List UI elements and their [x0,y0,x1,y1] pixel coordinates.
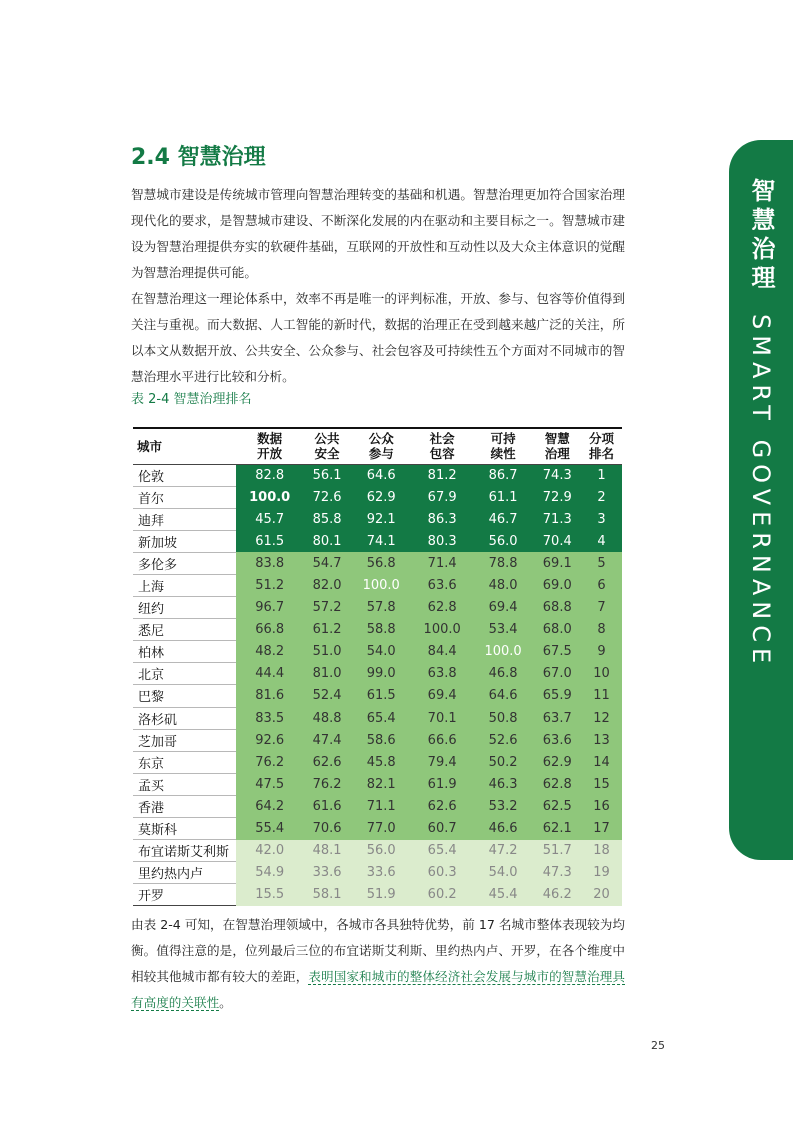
cell-score: 46.8 [473,663,534,685]
cell-score: 63.6 [412,574,473,596]
cell-score: 45.8 [351,751,412,773]
cell-score: 70.1 [412,707,473,729]
cell-score: 81.0 [303,663,350,685]
cell-rank: 15 [581,773,622,795]
table-row [133,641,622,663]
cell-city: 柏林 [133,641,236,663]
cell-score: 51.2 [236,574,303,596]
cell-score: 77.0 [351,818,412,840]
table-row [133,552,622,574]
section-title: 2.4 智慧治理 [131,145,266,170]
cell-rank: 4 [581,530,622,552]
header-data-open: 数据 开放 [236,428,303,464]
cell-rank: 7 [581,597,622,619]
cell-score: 64.6 [351,464,412,486]
cell-city: 纽约 [133,597,236,619]
cell-score: 68.0 [534,619,581,641]
header-smart-governance: 智慧 治理 [534,428,581,464]
cell-score: 83.5 [236,707,303,729]
cell-city: 北京 [133,663,236,685]
cell-score: 67.0 [534,663,581,685]
cell-score: 46.7 [473,508,534,530]
cell-rank: 17 [581,818,622,840]
table-row [133,884,622,906]
cell-score: 67.5 [534,641,581,663]
conclusion-end: 。 [219,995,232,1010]
cell-score: 54.7 [303,552,350,574]
table-caption: 表 2-4 智慧治理排名 [131,392,252,407]
table-row [133,862,622,884]
cell-score: 56.0 [351,840,412,862]
side-tab-en: SMART GOVERNANCE [747,313,775,669]
cell-score: 62.8 [534,773,581,795]
cell-score: 42.0 [236,840,303,862]
cell-score: 100.0 [473,641,534,663]
cell-score: 65.4 [351,707,412,729]
cell-score: 33.6 [351,862,412,884]
cell-score: 86.7 [473,464,534,486]
cell-score: 68.8 [534,597,581,619]
cell-score: 48.8 [303,707,350,729]
cell-score: 100.0 [412,619,473,641]
cell-score: 66.6 [412,729,473,751]
table-row [133,508,622,530]
cell-score: 78.8 [473,552,534,574]
table-row [133,597,622,619]
cell-rank: 18 [581,840,622,862]
cell-score: 96.7 [236,597,303,619]
cell-score: 61.9 [412,773,473,795]
cell-score: 80.3 [412,530,473,552]
cell-score: 46.3 [473,773,534,795]
cell-score: 62.5 [534,795,581,817]
cell-score: 47.5 [236,773,303,795]
cell-city: 香港 [133,795,236,817]
cell-score: 53.2 [473,795,534,817]
cell-score: 74.3 [534,464,581,486]
table-row [133,795,622,817]
header-rank: 分项 排名 [581,428,622,464]
header-participation: 公众 参与 [351,428,412,464]
cell-score: 74.1 [351,530,412,552]
cell-city: 迪拜 [133,508,236,530]
cell-score: 56.8 [351,552,412,574]
cell-rank: 5 [581,552,622,574]
cell-city: 巴黎 [133,685,236,707]
cell-score: 60.2 [412,884,473,906]
table-row [133,751,622,773]
cell-score: 52.6 [473,729,534,751]
cell-score: 33.6 [303,862,350,884]
cell-city: 新加坡 [133,530,236,552]
cell-score: 62.6 [303,751,350,773]
cell-score: 63.6 [534,729,581,751]
cell-score: 71.3 [534,508,581,530]
cell-city: 里约热内卢 [133,862,236,884]
cell-city: 伦敦 [133,464,236,486]
cell-score: 58.8 [351,619,412,641]
cell-score: 62.8 [412,597,473,619]
cell-score: 85.8 [303,508,350,530]
cell-score: 72.9 [534,486,581,508]
cell-score: 66.8 [236,619,303,641]
cell-rank: 1 [581,464,622,486]
table-row [133,574,622,596]
cell-rank: 16 [581,795,622,817]
cell-score: 56.0 [473,530,534,552]
cell-score: 76.2 [236,751,303,773]
cell-score: 69.4 [473,597,534,619]
cell-city: 芝加哥 [133,729,236,751]
cell-score: 55.4 [236,818,303,840]
cell-score: 64.2 [236,795,303,817]
cell-score: 57.8 [351,597,412,619]
cell-city: 上海 [133,574,236,596]
cell-rank: 20 [581,884,622,906]
cell-score: 69.0 [534,574,581,596]
cell-score: 79.4 [412,751,473,773]
cell-score: 92.1 [351,508,412,530]
cell-rank: 12 [581,707,622,729]
cell-score: 100.0 [236,486,303,508]
cell-city: 多伦多 [133,552,236,574]
cell-score: 70.4 [534,530,581,552]
cell-score: 46.2 [534,884,581,906]
cell-score: 51.9 [351,884,412,906]
cell-score: 64.6 [473,685,534,707]
cell-rank: 11 [581,685,622,707]
side-tab-cn: 智慧治理 [747,178,775,294]
cell-score: 60.3 [412,862,473,884]
cell-rank: 9 [581,641,622,663]
cell-rank: 6 [581,574,622,596]
cell-score: 80.1 [303,530,350,552]
cell-score: 62.9 [534,751,581,773]
cell-score: 44.4 [236,663,303,685]
table-header-row [133,428,622,464]
paragraph-conclusion [131,912,625,1016]
cell-score: 47.3 [534,862,581,884]
cell-score: 50.8 [473,707,534,729]
cell-score: 69.4 [412,685,473,707]
cell-score: 76.2 [303,773,350,795]
cell-score: 54.0 [473,862,534,884]
cell-score: 47.4 [303,729,350,751]
cell-score: 61.5 [236,530,303,552]
cell-score: 67.9 [412,486,473,508]
cell-score: 100.0 [351,574,412,596]
cell-rank: 8 [581,619,622,641]
conclusion-highlight: 表明国家和城市的整体经济社会发展与城市的智慧治理具有高度的关联性 [131,969,626,1010]
cell-score: 61.6 [303,795,350,817]
cell-score: 47.2 [473,840,534,862]
cell-city: 开罗 [133,884,236,906]
cell-score: 63.8 [412,663,473,685]
header-public-safety: 公共 安全 [303,428,350,464]
cell-score: 46.6 [473,818,534,840]
cell-city: 首尔 [133,486,236,508]
cell-score: 70.6 [303,818,350,840]
header-city: 城市 [133,428,236,464]
cell-score: 62.1 [534,818,581,840]
table-row [133,486,622,508]
cell-score: 82.1 [351,773,412,795]
table-row [133,663,622,685]
cell-score: 62.6 [412,795,473,817]
header-inclusion: 社会 包容 [412,428,473,464]
cell-rank: 10 [581,663,622,685]
cell-score: 45.7 [236,508,303,530]
cell-score: 61.1 [473,486,534,508]
cell-score: 65.4 [412,840,473,862]
cell-score: 71.4 [412,552,473,574]
cell-score: 69.1 [534,552,581,574]
cell-score: 45.4 [473,884,534,906]
cell-rank: 2 [581,486,622,508]
cell-rank: 19 [581,862,622,884]
cell-score: 82.8 [236,464,303,486]
cell-score: 62.9 [351,486,412,508]
cell-score: 72.6 [303,486,350,508]
cell-score: 65.9 [534,685,581,707]
cell-score: 48.1 [303,840,350,862]
cell-score: 63.7 [534,707,581,729]
ranking-table [133,427,622,906]
cell-score: 51.0 [303,641,350,663]
cell-city: 布宜诺斯艾利斯 [133,840,236,862]
cell-score: 61.2 [303,619,350,641]
page-number: 25 [651,1039,665,1052]
cell-rank: 14 [581,751,622,773]
cell-score: 15.5 [236,884,303,906]
cell-score: 60.7 [412,818,473,840]
cell-score: 50.2 [473,751,534,773]
side-tab-text [746,178,776,669]
cell-score: 92.6 [236,729,303,751]
table-row [133,619,622,641]
cell-score: 54.9 [236,862,303,884]
cell-score: 81.6 [236,685,303,707]
cell-score: 61.5 [351,685,412,707]
cell-score: 82.0 [303,574,350,596]
cell-score: 81.2 [412,464,473,486]
cell-score: 53.4 [473,619,534,641]
paragraph-framework: 在智慧治理这一理论体系中，效率不再是唯一的评判标准，开放、参与、包容等价值得到关注与重视。而大数据、人工智能的新时代，数据的治理正在受到越来越广泛的关注，所以本文从数据开放、公共安全、公众参与、社会包容及可持续性五个方面对不同城市的智慧治理水平进行比较和分析。 [131,291,625,384]
table-row [133,729,622,751]
table-row [133,773,622,795]
table-row [133,818,622,840]
cell-score: 83.8 [236,552,303,574]
table-row [133,530,622,552]
cell-rank: 13 [581,729,622,751]
cell-rank: 3 [581,508,622,530]
cell-city: 孟买 [133,773,236,795]
cell-score: 52.4 [303,685,350,707]
cell-score: 48.0 [473,574,534,596]
paragraph-intro: 智慧城市建设是传统城市管理向智慧治理转变的基础和机遇。智慧治理更加符合国家治理现代化的要求，是智慧城市建设、不断深化发展的内在驱动和主要目标之一。智慧城市建设为智慧治理提供夯实的软硬件基础，互联网的开放性和互动性以及大众主体意识的觉醒为智慧治理提供可能。 [131,187,625,280]
cell-score: 54.0 [351,641,412,663]
cell-score: 71.1 [351,795,412,817]
cell-score: 56.1 [303,464,350,486]
table-row [133,840,622,862]
cell-city: 洛杉矶 [133,707,236,729]
table-row [133,464,622,486]
cell-score: 51.7 [534,840,581,862]
header-sustainability: 可持 续性 [473,428,534,464]
table-row [133,685,622,707]
table-row [133,707,622,729]
cell-city: 莫斯科 [133,818,236,840]
cell-city: 悉尼 [133,619,236,641]
cell-score: 84.4 [412,641,473,663]
cell-score: 58.1 [303,884,350,906]
conclusion-text: 由表 2-4 可知，在智慧治理领域中，各城市各具独特优势，前 17 名城市整体表现较为均衡。值得注意的是，位列最后三位的布宜诺斯艾利斯、里约热内卢、开罗，在各个维度中相较其他城市都有较大的差距， [131,917,625,984]
cell-city: 东京 [133,751,236,773]
cell-score: 86.3 [412,508,473,530]
cell-score: 48.2 [236,641,303,663]
cell-score: 58.6 [351,729,412,751]
cell-score: 99.0 [351,663,412,685]
cell-score: 57.2 [303,597,350,619]
